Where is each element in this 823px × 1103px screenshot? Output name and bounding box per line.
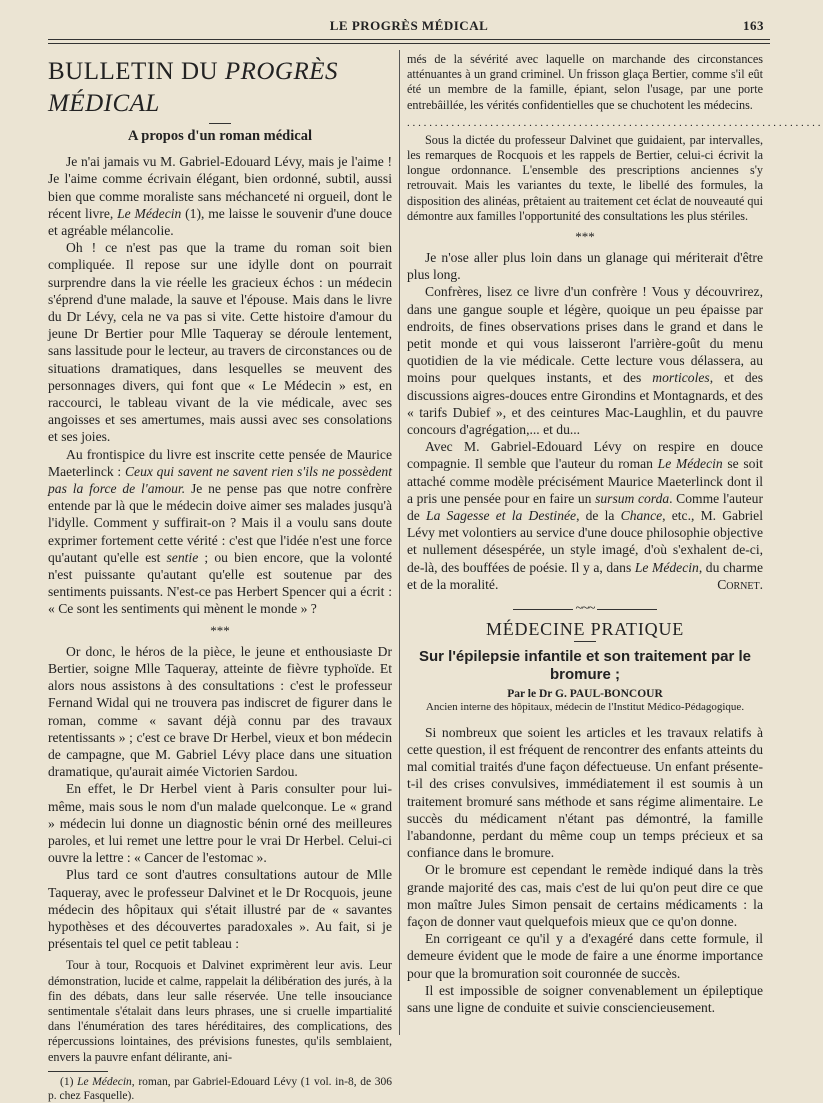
paragraph: Je n'ose aller plus loin dans un glanage qui mériterait d'être plus long. bbox=[407, 250, 763, 283]
byline: Par le Dr G. PAUL-BONCOUR bbox=[507, 687, 663, 700]
left-column bbox=[48, 52, 392, 1103]
author-affiliation: Ancien interne des hôpitaux, médecin de l'Institut Médico-Pédagogique. bbox=[425, 700, 745, 713]
column-divider bbox=[399, 50, 400, 1035]
journal-title: LE PROGRÈS MÉDICAL bbox=[329, 18, 489, 33]
section-rule bbox=[574, 641, 596, 642]
paragraph: Or le bromure est cependant le remède indiqué dans la très grande majorité des cas, mais c'est de lui qu'on peut dire ce que mon maître Jules Simon pensait de certains médicaments : la façon de donner vaut quelquefois mieux que ce qu'on donne. bbox=[407, 862, 763, 929]
author-signature: Cornet. bbox=[717, 577, 763, 593]
quoted-passage: més de la sévérité avec laquelle on marchande des circonstances atténuantes à un grand criminel. Un frisson glaça Bertier, comme s'il eût été un membre de la famille, épiant, selon l'usage, par une porte entrebâillée, les vérités confidentielles que se chuchotent les médecins. bbox=[407, 52, 763, 112]
page-number: 163 bbox=[743, 18, 764, 33]
section-stars: *** bbox=[575, 229, 595, 245]
paragraph: En corrigeant ce qu'il y a d'exagéré dans cette formule, il demeure évident que le mode de faire a une énorme importance pour que la bromuration soit couronnée de succès. bbox=[407, 931, 763, 981]
quoted-passage: Tour à tour, Rocquois et Dalvinet exprimèrent leur avis. Leur démonstration, lucide et calme, rappelait la délibération des jurés, à la fin des débats, dans leur salle réservée. Une telle insouciance sentimentale s'étalait dans leurs phrases, une si cruelle impartialité dans l'énumération des tares héréditaires, des complications, des répercussions lointaines, des prévisions funestes, qu'ils semblaient, envers la pauvre enfant délirante, ani- bbox=[48, 958, 392, 1064]
paragraph: Confrères, lisez ce livre d'un confrère ! Vous y découvrirez, dans une gangue souple et légère, quoique un peu épaisse par endroits, de fines observations prises dans le grand et dans le petit monde et qui vous laisseront l'arrière-goût du menu quotidien de la vie médicale. Cette lecture vous délassera, au moins pour quelques instants, et des morticoles, et des discussions aigres-douces entre Girondins et Montagnards, et des « tarifs Dubief », et des ceintures Mac-Laughlin, et du pauvre concours d'agrégation,... et du... bbox=[407, 284, 763, 438]
ellipsis-line: ........................................................................... bbox=[407, 116, 823, 129]
article-title: Sur l'épilepsie infantile et son traitement par le bromure ; bbox=[419, 647, 751, 683]
paragraph: Oh ! ce n'est pas que la trame du roman soit bien compliquée. Il repose sur une idylle dont on pourrait surprendre dans la vie réelle les gracieux échos : un médecin s'éprend d'une malade, la sauve et l'épouse. Mais dans le livre du Dr Lévy, cela ne va pas si vite. Cette histoire d'amour du jeune Dr Bertier pour Mlle Taqueray se déroule lentement, sans lassitude pour le lecteur, au travers de circonstances ou de situations dramatiques, dans lesquelles se meuvent des personnages divers, qui font que « Le Médecin » est, en raccourci, le tableau vivant de la vie médicale, avec ses angoisses et ses amertumes, mais aussi avec ses consolations et ses joies. bbox=[48, 240, 392, 445]
paragraph: Or donc, le héros de la pièce, le jeune et enthousiaste Dr Bertier, soigne Mlle Taqueray, atteinte de fièvre typhoïde. Et alors nous assistons à des consultations : c'est le professeur Fernand Widal qui ne trouvera pas indiscret de figurer dans le roman, comme « savant déjà connu par des travaux retentissants » ; c'est ce brave Dr Herbel, vieux et bon médecin de campagne, que M. Gabriel Lévy place dans une situation dramatique, qu'aurait aimée Victorien Sardou. bbox=[48, 643, 392, 780]
ornament-divider: ~~~ bbox=[407, 599, 763, 616]
paragraph: Au frontispice du livre est inscrite cette pensée de Maurice Maeterlinck : Ceux qui savent ne savent rien s'ils ne possèdent pas la force de l'amour. Je ne pense pas que notre confrère entende par là que le médecin doive aimer ses malades jusqu'à l'idylle. Comment y suffirait-on ? Mais il a voulu sans doute exprimer fortement cette vérité : c'est que l'idée n'est une force qu'autant qu'elle est sentie ; ou bien encore, que la volonté n'est puissante qu'autant qu'elle est soutenue par des sentiments puissants. N'est-ce pas Herbert Spencer qui a écrit : « Ce sont les sentiments qui mènent le monde » ? bbox=[48, 446, 392, 617]
title-rule bbox=[209, 123, 231, 124]
quoted-passage: Sous la dictée du professeur Dalvinet que guidaient, par intervalles, les remarques de Rocquois et les rappels de Bertier, celui-ci écrivit la longue ordonnance. L'ensemble des prescriptions anciennes s'y retrouvait. Mais les variantes du texte, le libellé des formules, la disposition des alinéas, prêtaient au traitement cet éclat de nouveauté qui démontre aux familles l'opportunité des consultations les plus stériles. bbox=[407, 132, 763, 223]
article-subhead: A propos d'un roman médical bbox=[128, 128, 312, 144]
paragraph: Si nombreux que soient les articles et les travaux relatifs à cette question, il est fréquent de rencontrer des enfants atteints du mal comitial traités d'une façon défectueuse. Un enfant présente-t-il des crises convulsives, immédiatement il est soumis à un traitement bromuré sans méthode et sans régime alimentaire. Le succès du médicament n'étant pas démontré, la famille l'abandonne, perdant du même coup un temps précieux et sa confiance dans le bromure. bbox=[407, 724, 763, 861]
right-column bbox=[407, 52, 823, 1016]
paragraph: Avec M. Gabriel-Edouard Lévy on respire en douce compagnie. Il semble que l'auteur du roman Le Médecin se soit attaché comme modèle précisément Maurice Maeterlinck dont il a pris une pensée pour en faire un sursum corda. Comme l'auteur de La Sagesse et la Destinée, de la Chance, etc., M. Gabriel Lévy met volontiers au service d'une douce philosophie objective et nullement désespérée, un style imagé, d'où s'exhalent de-ci, de-là, des bouffées de poésie. Il y a, dans Le Médecin, du charme et de la moralité. bbox=[407, 439, 764, 592]
footnote: (1) Le Médecin, roman, par Gabriel-Edouard Lévy (1 vol. in-8, de 306 p. chez Fasquelle). bbox=[48, 1075, 392, 1102]
section-title: MÉDECINE PRATIQUE bbox=[485, 618, 685, 639]
header-rule-thin bbox=[48, 43, 770, 44]
running-head bbox=[48, 18, 770, 40]
paragraph: Je n'ai jamais vu M. Gabriel-Edouard Lévy, mais je l'aime ! Je l'aime comme écrivain élégant, bien ordonné, subtil, aussi bien que comme moraliste sans méchanceté ni orgueil, dont le récent livre, Le Médecin (1), me laisse le souvenir d'une douce et agréable mélancolie. bbox=[48, 154, 392, 239]
footnote-rule bbox=[48, 1071, 108, 1072]
section-stars: *** bbox=[210, 622, 230, 638]
paragraph: En effet, le Dr Herbel vient à Paris consulter pour lui-même, mais sous le nom d'un malade quelconque. Le « grand » médecin lui donne un diagnostic bénin orné des meilleures paroles, et lui remet une lettre pour le vrai Dr Herbel. Celui-ci ouvre la lettre : « Cancer de l'estomac ». bbox=[48, 781, 392, 866]
header-rule bbox=[48, 39, 770, 40]
paragraph: Plus tard ce sont d'autres consultations autour de Mlle Taqueray, avec le professeur Dalvinet et le Dr Rocquois, jeune médecin des hôpitaux qui s'était illustré par de « savantes hypothèses et des découvertes paradoxales ». Au fait, si je présentais tel quel ce petit tableau : bbox=[48, 867, 392, 952]
paragraph: Il est impossible de soigner convenablement un épileptique sans une ligne de conduite et suivie consciencieusement. bbox=[407, 982, 763, 1015]
bulletin-title: BULLETIN DU PROGRÈS MÉDICAL bbox=[48, 58, 339, 117]
